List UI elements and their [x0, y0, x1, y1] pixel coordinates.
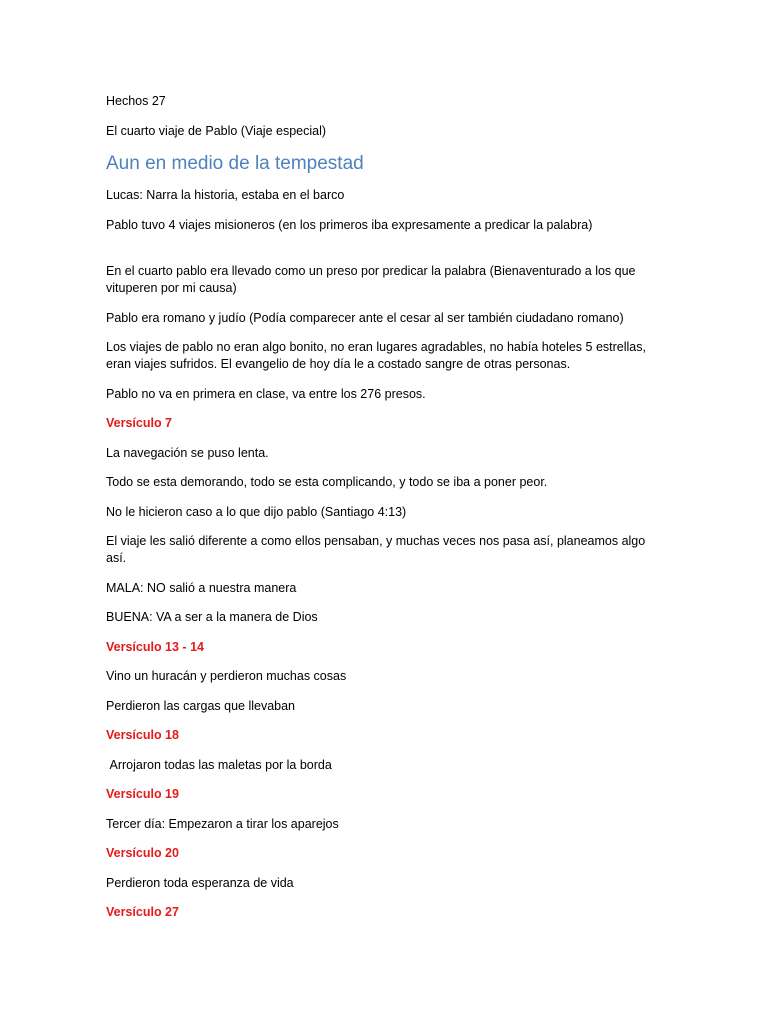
- paragraph: Lucas: Narra la historia, estaba en el barco: [106, 188, 345, 202]
- verse-heading: Versículo 19: [106, 787, 179, 801]
- paragraph: Los viajes de pablo no eran algo bonito, no eran lugares agradables, no había hoteles 5 estrellas, eran viajes sufridos. El evangelio de hoy día le a costado sangre de otras personas.: [106, 340, 646, 371]
- document-heading: Aun en medio de la tempestad: [106, 153, 364, 174]
- document-body: [106, 93, 666, 934]
- paragraph: Perdieron las cargas que llevaban: [106, 698, 296, 713]
- chapter-reference: Hechos 27: [106, 94, 166, 108]
- blank-line: [106, 246, 666, 263]
- paragraph: Tercer día: Empezaron a tirar los aparejos: [106, 816, 339, 831]
- verse-heading: Versículo 13 - 14: [106, 639, 204, 654]
- verse-heading: Versículo 27: [106, 905, 179, 919]
- paragraph: Todo se esta demorando, todo se esta complicando, y todo se iba a poner peor.: [106, 475, 548, 489]
- paragraph: En el cuarto pablo era llevado como un preso por predicar la palabra (Bienaventurado a los que vituperen por mi causa): [106, 264, 636, 295]
- paragraph: El viaje les salió diferente a como ellos pensaban, y muchas veces nos pasa así, planeamos algo así.: [106, 534, 646, 565]
- paragraph: La navegación se puso lenta.: [106, 445, 269, 460]
- paragraph: MALA: NO salió a nuestra manera: [106, 580, 297, 595]
- paragraph: Arrojaron todas las maletas por la borda: [106, 757, 332, 772]
- paragraph: Pablo tuvo 4 viajes misioneros (en los primeros iba expresamente a predicar la palabra): [106, 217, 593, 232]
- verse-heading: Versículo 18: [106, 728, 179, 742]
- paragraph: Pablo no va en primera en clase, va entre los 276 presos.: [106, 386, 426, 401]
- paragraph: BUENA: VA a ser a la manera de Dios: [106, 610, 318, 624]
- paragraph: No le hicieron caso a lo que dijo pablo (Santiago 4:13): [106, 504, 407, 519]
- paragraph: Pablo era romano y judío (Podía comparecer ante el cesar al ser también ciudadano romano): [106, 310, 624, 325]
- verse-heading: Versículo 20: [106, 846, 179, 860]
- paragraph: Vino un huracán y perdieron muchas cosas: [106, 669, 347, 683]
- verse-heading: Versículo 7: [106, 416, 173, 430]
- paragraph: Perdieron toda esperanza de vida: [106, 875, 294, 890]
- trip-subtitle: El cuarto viaje de Pablo (Viaje especial): [106, 123, 327, 138]
